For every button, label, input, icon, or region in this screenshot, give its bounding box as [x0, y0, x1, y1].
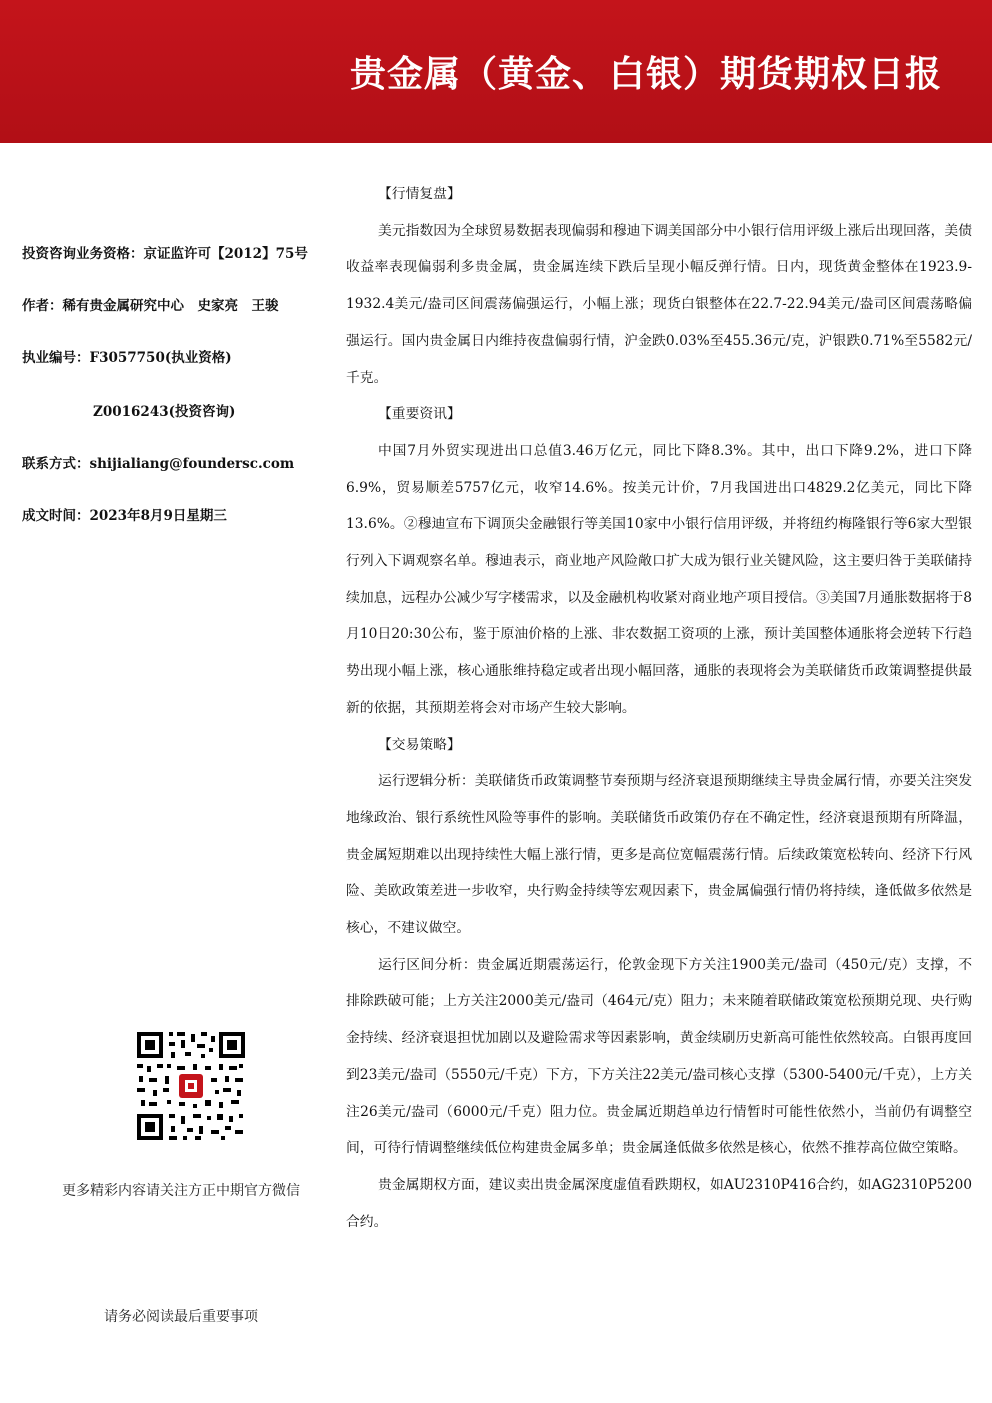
license-value-2: Z0016243(投资咨询) [93, 404, 236, 420]
qualification-value: 京证监许可【2012】75号 [143, 246, 308, 262]
author-row [22, 294, 279, 314]
author-value: 稀有贵金属研究中心 史家亮 王骏 [62, 298, 279, 314]
contact-email: shijialiang@foundersc.com [89, 456, 295, 472]
read-notice: 请务必阅读最后重要事项 [104, 1309, 258, 1325]
report-title: 贵金属（黄金、白银）期货期权日报 [349, 54, 942, 95]
license-row [22, 346, 232, 366]
date-label: 成文时间： [22, 508, 90, 524]
section-heading-strategy: 【交易策略】 [378, 736, 461, 753]
strategy-logic-paragraph: 运行逻辑分析：美联储货币政策调整节奏预期与经济衰退预期继续主导贵金属行情，亦要关注突发地缘政治、银行系统性风险等事件的影响。美联储货币政策仍存在不确定性，经济衰退预期有所降温，贵金属短期难以出现持续性大幅上涨行情，更多是高位宽幅震荡行情。后续政策宽松转向、经济下行风险、美欧政策差进一步收窄，央行购金持续等宏观因素下，贵金属偏强行情仍将持续，逢低做多依然是核心，不建议做空。 [346, 773, 972, 937]
author-label: 作者： [22, 298, 63, 314]
market-review-paragraph: 美元指数因为全球贸易数据表现偏弱和穆迪下调美国部分中小银行信用评级上涨后出现回落，美债收益率表现偏弱利多贵金属，贵金属连续下跌后呈现小幅反弹行情。日内，现货黄金整体在1923.9-1932.4美元/盎司区间震荡偏强运行，小幅上涨；现货白银整体在22.7-22.94美元/盎司区间震荡略偏强运行。国内贵金属日内维持夜盘偏弱行情，沪金跌0.03%至455.36元/克，沪银跌0.71%至5582元/千克。 [346, 222, 972, 386]
date-value: 2023年8月9日星期三 [89, 508, 227, 524]
contact-label: 联系方式： [22, 456, 90, 472]
header-banner [0, 0, 992, 143]
report-body [346, 176, 972, 1240]
qualification-label: 投资咨询业务资格： [22, 246, 144, 262]
license-row-2 [93, 400, 235, 420]
wechat-qr-code [135, 1030, 247, 1142]
qr-caption: 更多精彩内容请关注方正中期官方微信 [62, 1183, 300, 1199]
license-label: 执业编号： [22, 350, 90, 366]
qualification-row [22, 242, 308, 262]
section-heading-market-review: 【行情复盘】 [378, 186, 461, 202]
section-heading-key-news: 【重要资讯】 [378, 406, 461, 423]
date-row [22, 504, 227, 524]
key-news-paragraph: 中国7月外贸实现进出口总值3.46万亿元，同比下降8.3%。其中，出口下降9.2%，进口下降6.9%，贸易顺差5757亿元，收窄14.6%。按美元计价，7月我国进出口4829.2亿美元，同比下降13.6%。②穆迪宣布下调顶尖金融银行等美国10家中小银行信用评级，并将纽约梅隆银行等6家大型银行列入下调观察名单。穆迪表示，商业地产风险敞口扩大成为银行业关键风险，这主要归咎于美联储持续加息，远程办公减少写字楼需求，以及金融机构收紧对商业地产项目授信。③美国7月通胀数据将于8月10日20:30公布，鉴于原油价格的上涨、非农数据工资项的上涨，预计美国整体通胀将会逆转下行趋势出现小幅上涨，核心通胀维持稳定或者出现小幅回落，通胀的表现将会为美联储货币政策调整提供最新的依据，其预期差将会对市场产生较大影响。 [346, 442, 972, 716]
contact-row [22, 452, 294, 472]
license-value: F3057750(执业资格) [89, 350, 232, 366]
strategy-options-paragraph: 贵金属期权方面，建议卖出贵金属深度虚值看跌期权，如AU2310P416合约，如AG2310P5200合约。 [346, 1176, 972, 1230]
strategy-range-paragraph: 运行区间分析：贵金属近期震荡运行，伦敦金现下方关注1900美元/盎司（450元/克）支撑，不排除跌破可能；上方关注2000美元/盎司（464元/克）阻力；未来随着联储政策宽松预期兑现、央行购金持续、经济衰退担忧加剧以及避险需求等因素影响，黄金续刷历史新高可能性依然较高。白银再度回到23美元/盎司（5550元/千克）下方，下方关注22美元/盎司核心支撑（5300-5400元/千克），上方关注26美元/盎司（6000元/千克）阻力位。贵金属近期趋单边行情暂时可能性依然小，当前仍有调整空间，可待行情调整继续低位构建贵金属多单；贵金属逢低做多依然是核心，依然不推荐高位做空策略。 [346, 956, 972, 1157]
